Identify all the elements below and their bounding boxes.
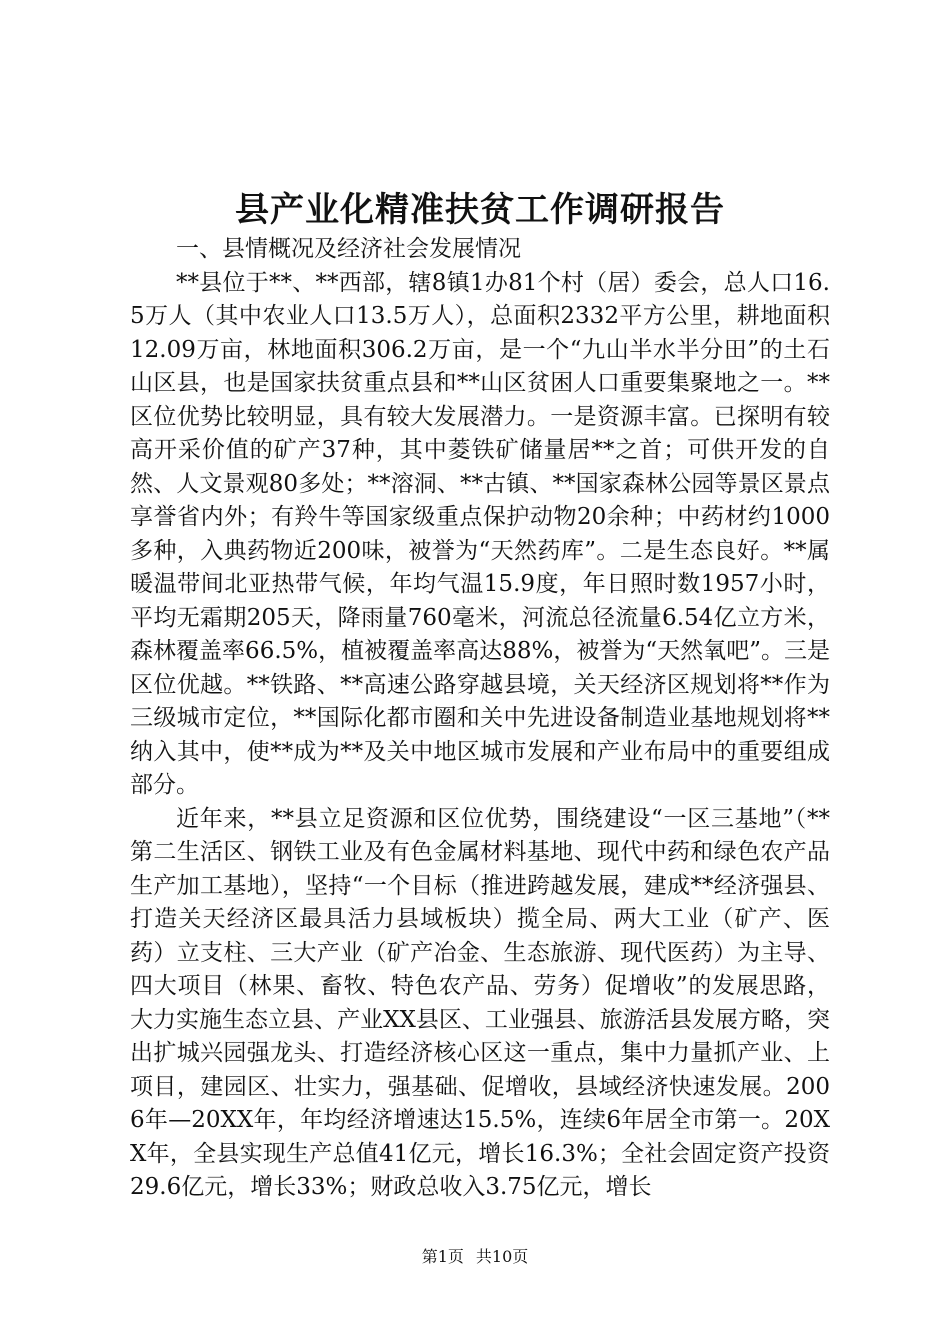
page-footer: [0, 1246, 950, 1268]
body-paragraph-2: 近年来，**县立足资源和区位优势，围绕建设“一区三基地”（**第二生活区、钢铁工业及有色金属材料基地、现代中药和绿色农产品生产加工基地），坚持“一个目标（推进跨越发展，建成**经济强县、打造关天经济区最具活力县域板块）揽全局、两大工业（矿产、医药）立支柱、三大产业（矿产冶金、生态旅游、现代医药）为主导、四大项目（林果、畜牧、特色农产品、劳务）促增收”的发展思路，大力实施生态立县、产业XX县区、工业强县、旅游活县发展方略，突出扩城兴园强龙头、打造经济核心区这一重点，集中力量抓产业、上项目，建园区、壮实力，强基础、促增收，县域经济快速发展。2006年—20XX年，年均经济增速达15.5%，连续6年居全市第一。20XX年，全县实现生产总值41亿元，增长16.3%；全社会固定资产投资29.6亿元，增长33%；财政总收入3.75亿元，增长: [130, 805, 830, 1200]
document-title: 县产业化精准扶贫工作调研报告: [235, 190, 725, 230]
body-paragraph-1: **县位于**、**西部，辖8镇1办81个村（居）委会，总人口16.5万人（其中农业人口13.5万人），总面积2332平方公里，耕地面积12.09万亩，林地面积306.2万亩，是一个“九山半水半分田”的土石山区县，也是国家扶贫重点县和**山区贫困人口重要集聚地之一。**区位优势比较明显，具有较大发展潜力。一是资源丰富。已探明有较高开采价值的矿产37种，其中菱铁矿储量居**之首；可供开发的自然、人文景观80多处；**溶洞、**古镇、**国家森林公园等景区景点享誉省内外；有羚牛等国家级重点保护动物20余种；中药材约1000多种，入典药物近200味，被誉为“天然药库”。二是生态良好。**属暖温带间北亚热带气候，年均气温15.9度，年日照时数1957小时，平均无霜期205天，降雨量760毫米，河流总径流量6.54亿立方米，森林覆盖率66.5%，植被覆盖率高达88%，被誉为“天然氧吧”。三是区位优越。**铁路、**高速公路穿越县境，关天经济区规划将**作为三级城市定位，**国际化都市圈和关中先进设备制造业基地规划将**纳入其中，使**成为**及关中地区城市发展和产业布局中的重要组成部分。: [130, 269, 830, 798]
page-number: 第1页: [421, 1247, 464, 1266]
document-body: [130, 233, 830, 1205]
section-heading: 一、县情概况及经济社会发展情况: [176, 236, 521, 262]
page-total: 共10页: [475, 1247, 529, 1266]
